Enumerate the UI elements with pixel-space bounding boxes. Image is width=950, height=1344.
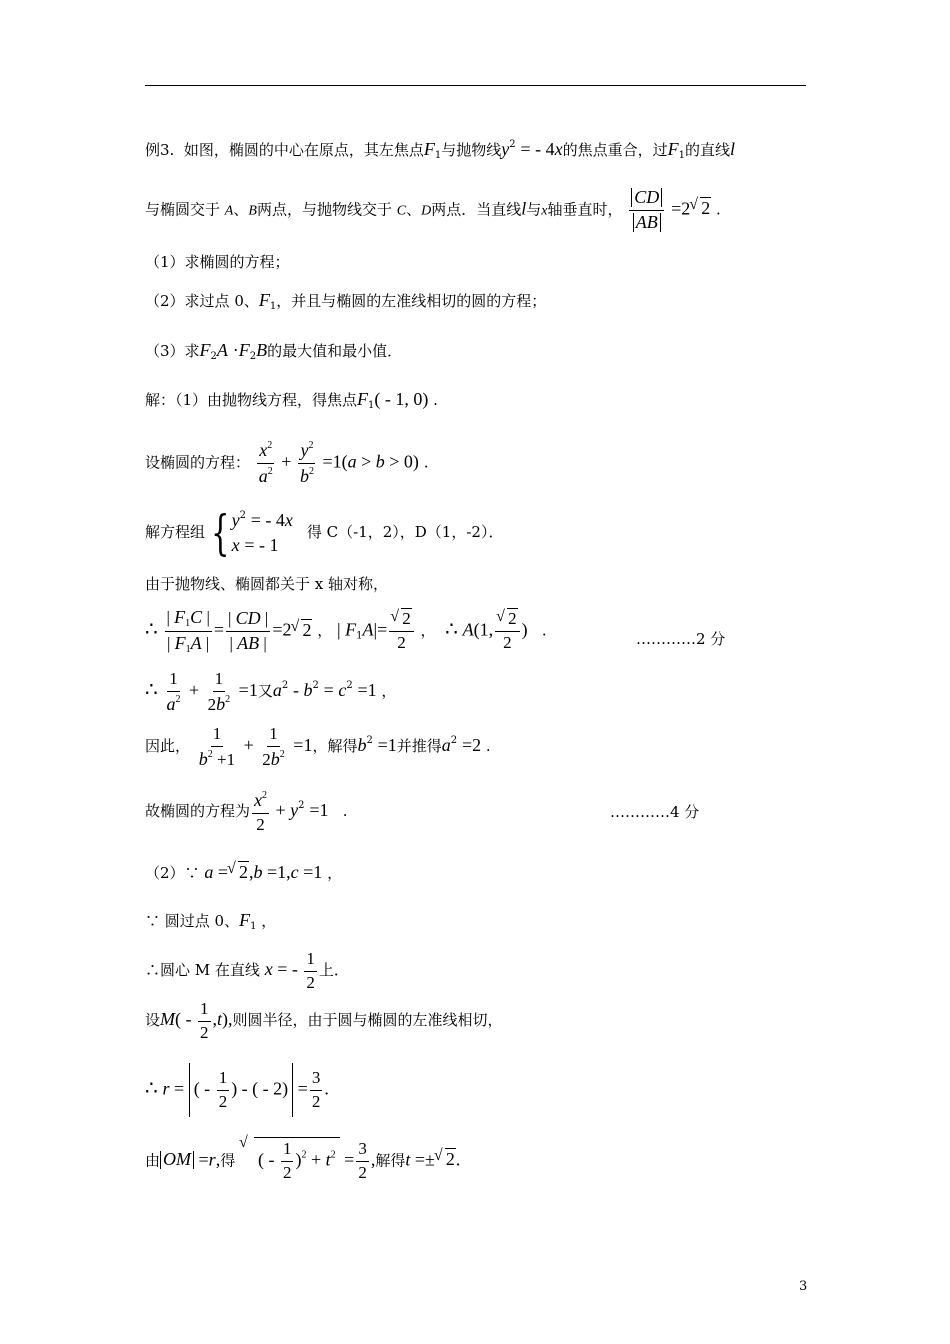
solution-line-13: ∴ r = ( - $\frac{1}{2}$ ) - ( - 2) = $\frac{3}{2}$ . bbox=[145, 1063, 329, 1117]
problem-line-2: 与椭圆交于 A、B两点，与抛物线交于 C、D两点．当直线l与x轴垂直时， $\frac{CD}{AB}$ =2√ 2 . bbox=[145, 188, 721, 233]
solution-line-9: （2）∵ a =√ 2,b =1,c =1 ， bbox=[145, 863, 342, 881]
solution-line-7: 因此， $\frac{1}{b^2 +1}$ + $\frac{1}{2b^2}$ =1，解得$b^2 =1$并推得$a^2 =2$ . bbox=[145, 724, 491, 769]
solution-line-3: 解方程组 { $y^2$ = - 4x x = - 1 得 C（-1，2），D（1，-2）． bbox=[145, 505, 504, 562]
solution-line-2: 设椭圆的方程： $\frac{x^2}{a^2}$ + $\frac{y^2}{b^2}$ =1(a > b > 0) . bbox=[145, 440, 429, 486]
question-1: （1）求椭圆的方程； bbox=[145, 253, 290, 271]
question-2: （2）求过点 0、$F_1$，并且与椭圆的左准线相切的圆的方程； bbox=[145, 290, 547, 312]
page-number: 3 bbox=[799, 1279, 808, 1294]
problem-line-1: 例3. 如图，椭圆的中心在原点，其左焦点$F_1$与抛物线$y^2$ = - 4x的焦点重合，过$F_1$的直线l bbox=[145, 139, 735, 161]
solution-line-12: 设M( - $\frac{1}{2}$ ,t),则圆半径，由于圆与椭圆的左准线相切， bbox=[145, 999, 503, 1042]
header-rule bbox=[145, 85, 806, 86]
solution-line-8: 故椭圆的方程为 $\frac{x^2}{2}$ + $y^2 =1$ . bbox=[145, 790, 348, 834]
solution-line-14: 由 OM =r,得 √ ( - $\frac{1}{2}$ )$^2 + t^2$ = $\frac{3}{2}$ ,解得t =±√ 2. bbox=[145, 1137, 460, 1184]
solution-line-1: 解：（1）由抛物线方程，得焦点$F_1( - 1$, 0) . bbox=[145, 389, 438, 411]
solution-line-6: ∴ $\frac{1}{a^2}$ + $\frac{1}{2b^2}$ =1又$a^2 - b^2 = c^2 =1$ ， bbox=[145, 669, 397, 714]
solution-line-4: 由于抛物线、椭圆都关于 x 轴对称， bbox=[145, 575, 388, 593]
solution-line-10: ∵ 圆过点 0、$F_1$ ， bbox=[145, 910, 277, 932]
solution-line-11: ∴圆心 M 在直线 x = - $\frac{1}{2}$ 上． bbox=[145, 949, 349, 992]
question-3: （3）求$F_2A \cdot F_2B$的最大值和最小值． bbox=[145, 340, 403, 362]
score-mark-2: …………4 分 bbox=[610, 803, 700, 821]
solution-line-5: ∴ $\frac{| F_1C |}{| F_1A |}$ = $\frac{| CD |}{| AB |}$ =2√ 2 ， | $F_1A|=$ √ $\frac{2}{2}$ ， ∴ A(1, √ $\frac{2}{2}$ ) . bbox=[145, 608, 547, 655]
score-mark-1: …………2 分 bbox=[636, 630, 726, 648]
